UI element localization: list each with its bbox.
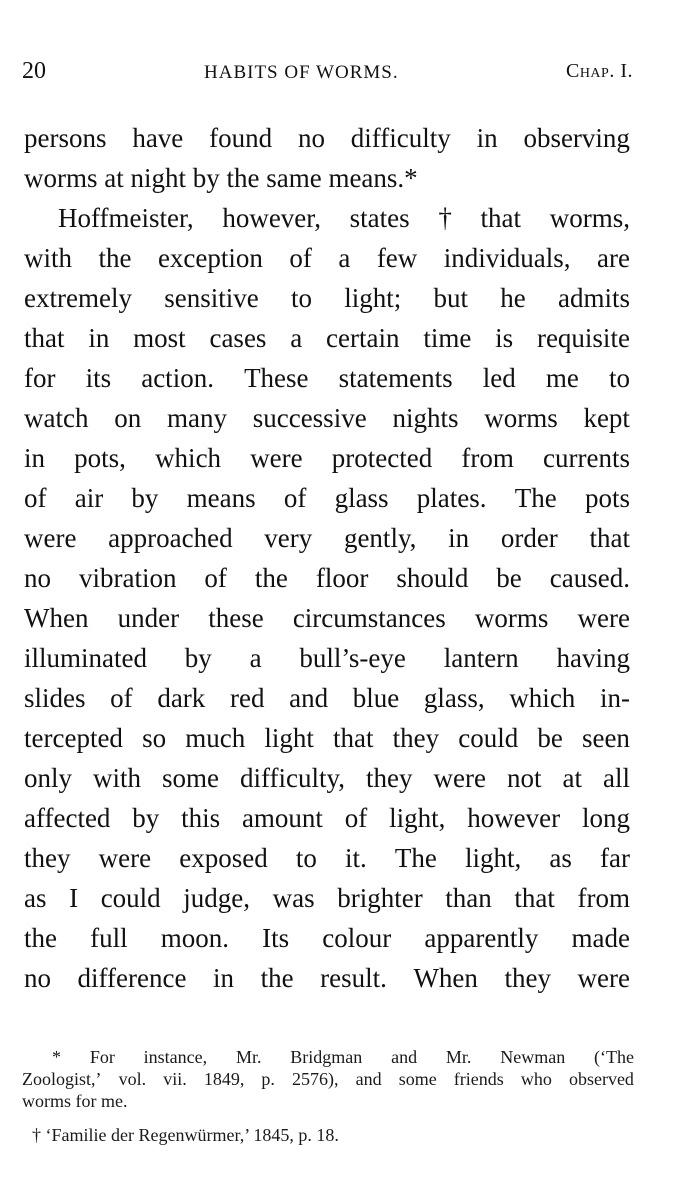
text-line: watch on many successive nights worms kept [24,403,630,433]
text-line: tercepted so much light that they could be seen [24,723,630,753]
text-line: illuminated by a bull’s-eye lantern having [24,643,630,673]
text-line: for its action. These statements led me to [24,363,630,393]
text-line: When under these circumstances worms were [24,603,630,633]
text-line: only with some difficulty, they were not at all [24,763,630,793]
running-header [22,58,633,92]
page-number: 20 [22,58,46,84]
text-line: Hoffmeister, however, states † that worms, [58,203,630,233]
running-title: HABITS OF WORMS. [204,62,399,83]
text-line: no vibration of the floor should be caused. [24,563,630,593]
text-line: affected by this amount of light, however long [24,803,630,833]
body-text [24,118,630,998]
chapter-label: Chap. I. [565,60,633,82]
text-line: of air by means of glass plates. The pots [24,483,630,513]
text-line: slides of dark red and blue glass, which in- [24,683,630,713]
text-line: the full moon. Its colour apparently made [24,923,630,953]
text-line: as I could judge, was brighter than that from [24,883,630,913]
text-line: persons have found no difficulty in observing [24,123,630,153]
footnote-2: † ‘Familie der Regenwürmer,’ 1845, p. 18. [32,1125,339,1145]
text-line: were approached very gently, in order that [24,523,630,553]
footnote-1-line-1: * For instance, Mr. Bridgman and Mr. Newman (‘The [52,1047,634,1067]
footnote-1-line-3: worms for me. [22,1091,128,1111]
text-line: in pots, which were protected from currents [24,443,630,473]
text-line: that in most cases a certain time is requisite [24,323,630,353]
text-line: they were exposed to it. The light, as far [24,843,630,873]
text-line: with the exception of a few individuals, are [24,243,630,273]
text-line: no difference in the result. When they were [24,963,630,993]
text-line: extremely sensitive to light; but he admits [24,283,630,313]
text-line: worms at night by the same means.* [24,163,418,193]
footnote-1-line-2: Zoologist,’ vol. vii. 1849, p. 2576), and some friends who observed [22,1069,634,1089]
footnotes [22,1046,634,1146]
